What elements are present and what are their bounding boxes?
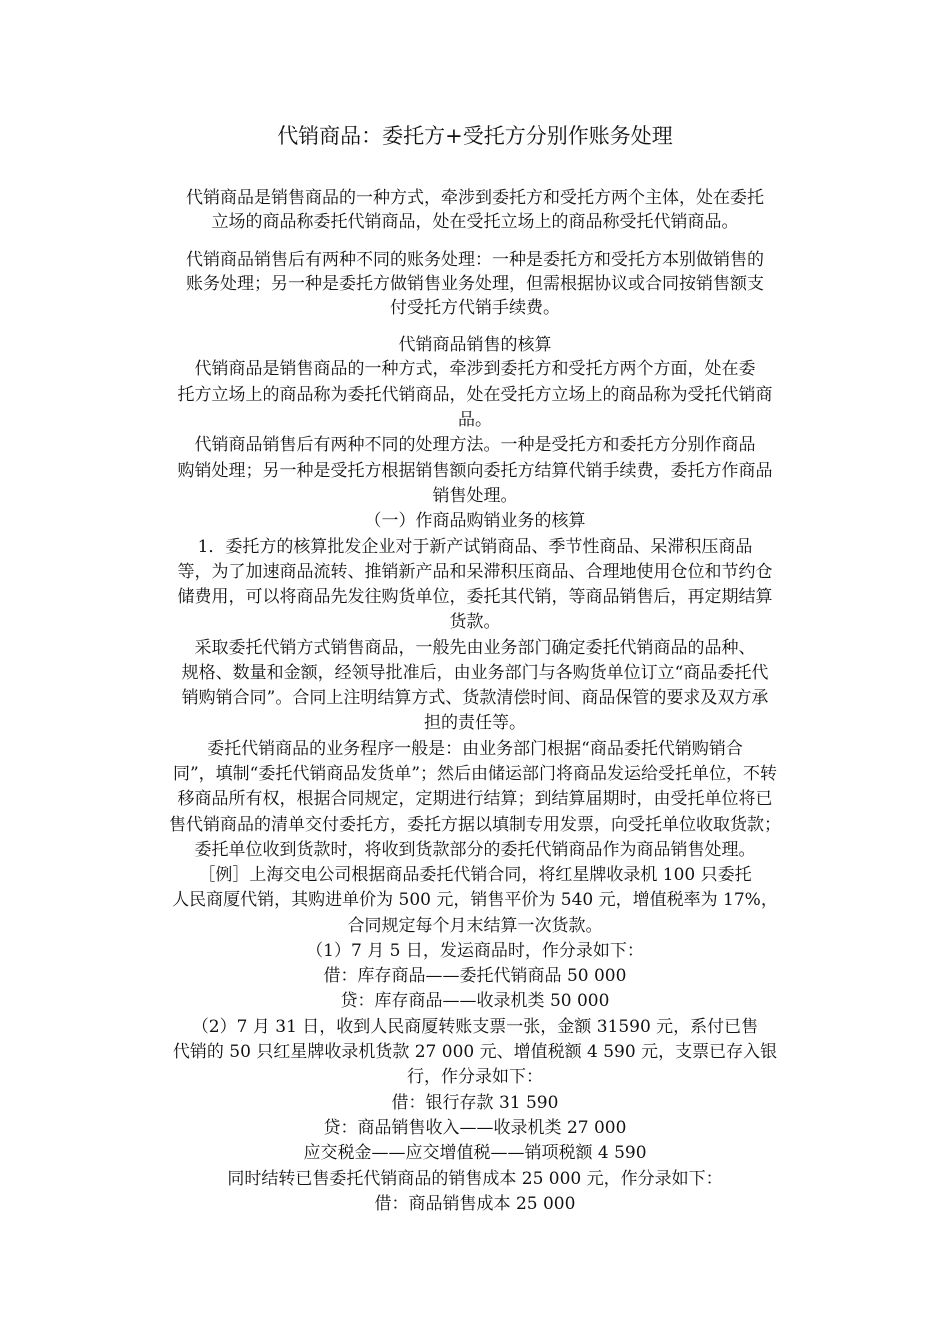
body-line: 销购销合同”。合同上注明结算方式、货款清偿时间、商品保管的要求及双方承: [181, 688, 769, 708]
body-line: 购销处理；另一种是受托方根据销售额向委托方结算代销手续费，委托方作商品: [177, 461, 773, 481]
intro-line: 代销商品销售后有两种不同的账务处理：一种是委托方和受托方本别做销售的: [186, 250, 764, 270]
journal-entry-debit: 借：库存商品——委托代销商品 50 000: [323, 966, 627, 986]
body-line: 销售处理。: [432, 486, 518, 506]
body-line: 委托单位收到货款时，将收到货款部分的委托代销商品作为商品销售处理。: [194, 840, 756, 860]
intro-line: 账务处理；另一种是委托方做销售业务处理，但需根据协议或合同按销售额支: [186, 274, 764, 294]
intro-line: 立场的商品称委托代销商品，处在受托立场上的商品称受托代销商品。: [211, 212, 739, 232]
body-line: 品。: [458, 410, 492, 430]
journal-entry-credit: 贷：库存商品——收录机类 50 000: [340, 991, 610, 1011]
section-heading: 代销商品销售的核算: [398, 335, 552, 355]
body-line: 采取委托代销方式销售商品，一般先由业务部门确定委托代销商品的品种、: [194, 638, 756, 658]
journal-entry-debit: 借：银行存款 31 590: [391, 1093, 559, 1113]
example-line: （2）7 月 31 日，收到人民商厦转账支票一张，金额 31590 元，系付已售: [191, 1017, 759, 1037]
example-line: 同时结转已售委托代销商品的销售成本 25 000 元，作分录如下：: [227, 1169, 723, 1189]
example-line: 行，作分录如下：: [407, 1067, 543, 1087]
example-line: 合同规定每个月末结算一次货款。: [347, 916, 603, 936]
example-line: 代销的 50 只红星牌收录机货款 27 000 元、增值税额 4 590 元，支票已存入银: [172, 1042, 778, 1062]
subsection-heading: （一）作商品购销业务的核算: [364, 511, 586, 531]
body-line: 1．委托方的核算批发企业对于新产试销商品、季节性商品、呆滞积压商品: [197, 537, 753, 557]
body-line: 规格、数量和金额，经领导批准后，由业务部门与各购货单位订立“商品委托代: [181, 663, 769, 683]
intro-line: 代销商品是销售商品的一种方式，牵涉到委托方和受托方两个主体，处在委托: [186, 188, 764, 208]
body-line: 担的责任等。: [424, 713, 526, 733]
body-line: 售代销商品的清单交付委托方，委托方据以填制专用发票，向受托单位收取货款；: [169, 815, 781, 835]
body-line: 移商品所有权，根据合同规定，定期进行结算；到结算届期时，由受托单位将已: [177, 789, 773, 809]
body-line: 货款。: [449, 612, 501, 632]
example-line: 人民商厦代销，其购进单价为 500 元，销售平价为 540 元，增值税率为 17%，: [172, 890, 778, 910]
intro-line: 付受托方代销手续费。: [390, 298, 560, 318]
journal-entry-debit: 借：商品销售成本 25 000: [374, 1194, 576, 1214]
body-line: 代销商品是销售商品的一种方式，牵涉到委托方和受托方两个方面，处在委: [194, 359, 756, 379]
body-line: 储费用，可以将商品先发往购货单位，委托其代销，等商品销售后，再定期结算: [177, 587, 773, 607]
example-line: ［例］上海交电公司根据商品委托代销合同，将红星牌收录机 100 只委托: [198, 865, 752, 885]
body-line: 托方立场上的商品称为委托代销商品，处在受托方立场上的商品称为受托代销商: [177, 385, 773, 405]
document-title: 代销商品：委托方+受托方分别作账务处理: [277, 124, 673, 148]
body-line: 代销商品销售后有两种不同的处理方法。一种是受托方和委托方分别作商品: [194, 435, 756, 455]
journal-entry-credit: 贷：商品销售收入——收录机类 27 000: [323, 1118, 627, 1138]
journal-entry-credit: 应交税金——应交增值税——销项税额 4 590: [303, 1143, 647, 1163]
body-line: 委托代销商品的业务程序一般是：由业务部门根据“商品委托代销购销合: [207, 739, 743, 759]
body-line: 同”，填制“委托代销商品发货单”；然后由储运部门将商品发运给受托单位，不转: [172, 764, 778, 784]
body-line: 等，为了加速商品流转、推销新产品和呆滞积压商品、合理地使用仓位和节约仓: [177, 562, 773, 582]
example-line: （1）7 月 5 日，发运商品时，作分录如下：: [306, 941, 644, 961]
